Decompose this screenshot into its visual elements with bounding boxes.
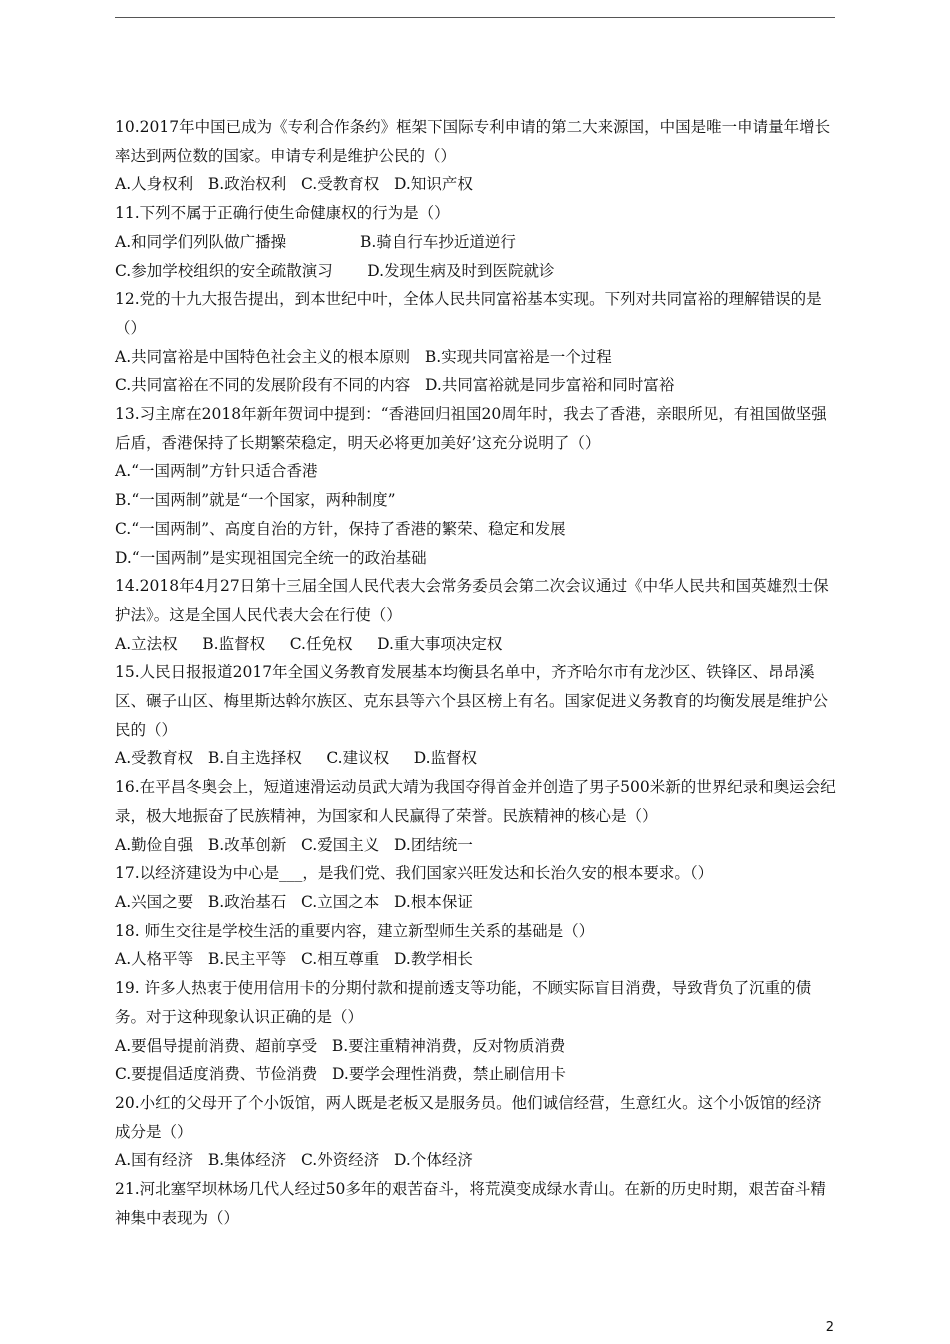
answer-options: C.“一国两制”、高度自治的方针，保持了香港的繁荣、稳定和发展 [115, 519, 566, 538]
question-item [115, 572, 837, 658]
question-item [115, 1175, 837, 1232]
question-stem: 18. 师生交往是学校生活的重要内容，建立新型师生关系的基础是（） [115, 921, 595, 940]
question-stem: 12.党的十九大报告提出，到本世纪中叶，全体人民共同富裕基本实现。下列对共同富裕的理解错误的是（） [115, 290, 822, 337]
question-stem: 20.小红的父母开了个小饭馆，两人既是老板又是服务员。他们诚信经营，生意红火。这个小饭馆的经济成分是（） [115, 1093, 822, 1141]
question-item [115, 658, 837, 773]
question-item [115, 859, 837, 916]
header-rule [115, 17, 835, 18]
answer-options: A.国有经济 B.集体经济 C.外资经济 D.个体经济 [115, 1151, 473, 1170]
answer-options: A.立法权 B.监督权 C.任免权 D.重大事项决定权 [115, 634, 503, 653]
question-stem: 19. 许多人热衷于使用信用卡的分期付款和提前透支等功能，不顾实际盲目消费，导致背负了沉重的债务。对于这种现象认识正确的是（） [115, 979, 812, 1026]
answer-options: A.人格平等 B.民主平等 C.相互尊重 D.教学相长 [115, 950, 473, 969]
answer-options: A.要倡导提前消费、超前享受 B.要注重精神消费，反对物质消费 [115, 1036, 566, 1055]
question-list [115, 113, 837, 1232]
answer-options: A.受教育权 B.自主选择权 C.建议权 D.监督权 [115, 749, 478, 768]
question-stem: 14.2018年4月27日第十三届全国人民代表大会常务委员会第二次会议通过《中华人民共和国英雄烈士保护法》。这是全国人民代表大会在行使（） [115, 577, 829, 624]
question-stem: 10.2017年中国已成为《专利合作条约》框架下国际专利申请的第二大来源国，中国是唯一申请量年增长率达到两位数的国家。申请专利是维护公民的（） [115, 118, 831, 165]
answer-options: C.参加学校组织的安全疏散演习 D.发现生病及时到医院就诊 [115, 261, 555, 280]
answer-options: A.“一国两制”方针只适合香港 [115, 462, 318, 481]
answer-options: B.“一国两制”就是“一个国家，两种制度” [115, 491, 396, 510]
question-stem: 11.下列不属于正确行使生命健康权的行为是（） [115, 204, 450, 223]
answer-options: A.和同学们列队做广播操 B.骑自行车抄近道逆行 [115, 232, 516, 251]
question-item [115, 974, 837, 1089]
question-item [115, 400, 837, 572]
answer-options: C.要提倡适度消费、节俭消费 D.要学会理性消费，禁止刷信用卡 [115, 1065, 566, 1084]
answer-options: D.“一国两制”是实现祖国完全统一的政治基础 [115, 548, 427, 567]
question-stem: 17.以经济建设为中心是___，是我们党、我们国家兴旺发达和长治久安的根本要求。（） [115, 864, 714, 883]
question-item [115, 1089, 837, 1175]
question-item [115, 113, 837, 199]
question-stem: 13.习主席在2018年新年贺词中提到：“香港回归祖国20周年时，我去了香港，亲眼所见，有祖国做坚强后盾，香港保持了长期繁荣稳定，明天必将更加美好’这充分说明了（） [115, 405, 827, 452]
answer-options: C.共同富裕在不同的发展阶段有不同的内容 D.共同富裕就是同步富裕和同时富裕 [115, 376, 675, 395]
question-stem: 15.人民日报报道2017年全国义务教育发展基本均衡县名单中，齐齐哈尔市有龙沙区、铁锋区、昂昂溪区、碾子山区、梅里斯达斡尔族区、克东县等六个县区榜上有名。国家促进义务教育的均衡发展是维护公民的（） [115, 663, 829, 739]
page-number: 2 [825, 1320, 834, 1335]
question-item [115, 773, 837, 859]
answer-options: A.人身权利 B.政治权利 C.受教育权 D.知识产权 [115, 175, 473, 194]
question-item [115, 917, 837, 974]
question-item [115, 199, 837, 285]
question-item [115, 285, 837, 400]
answer-options: A.勤俭自强 B.改革创新 C.爱国主义 D.团结统一 [115, 835, 473, 854]
question-stem: 21.河北塞罕坝林场几代人经过50多年的艰苦奋斗，将荒漠变成绿水青山。在新的历史时期，艰苦奋斗精神集中表现为（） [115, 1180, 826, 1227]
answer-options: A.兴国之要 B.政治基石 C.立国之本 D.根本保证 [115, 892, 473, 911]
question-stem: 16.在平昌冬奥会上，短道速滑运动员武大靖为我国夺得首金并创造了男子500米新的世界纪录和奥运会纪录，极大地振奋了民族精神，为国家和人民赢得了荣誉。民族精神的核心是（） [115, 778, 836, 825]
answer-options: A.共同富裕是中国特色社会主义的根本原则 B.实现共同富裕是一个过程 [115, 347, 612, 366]
